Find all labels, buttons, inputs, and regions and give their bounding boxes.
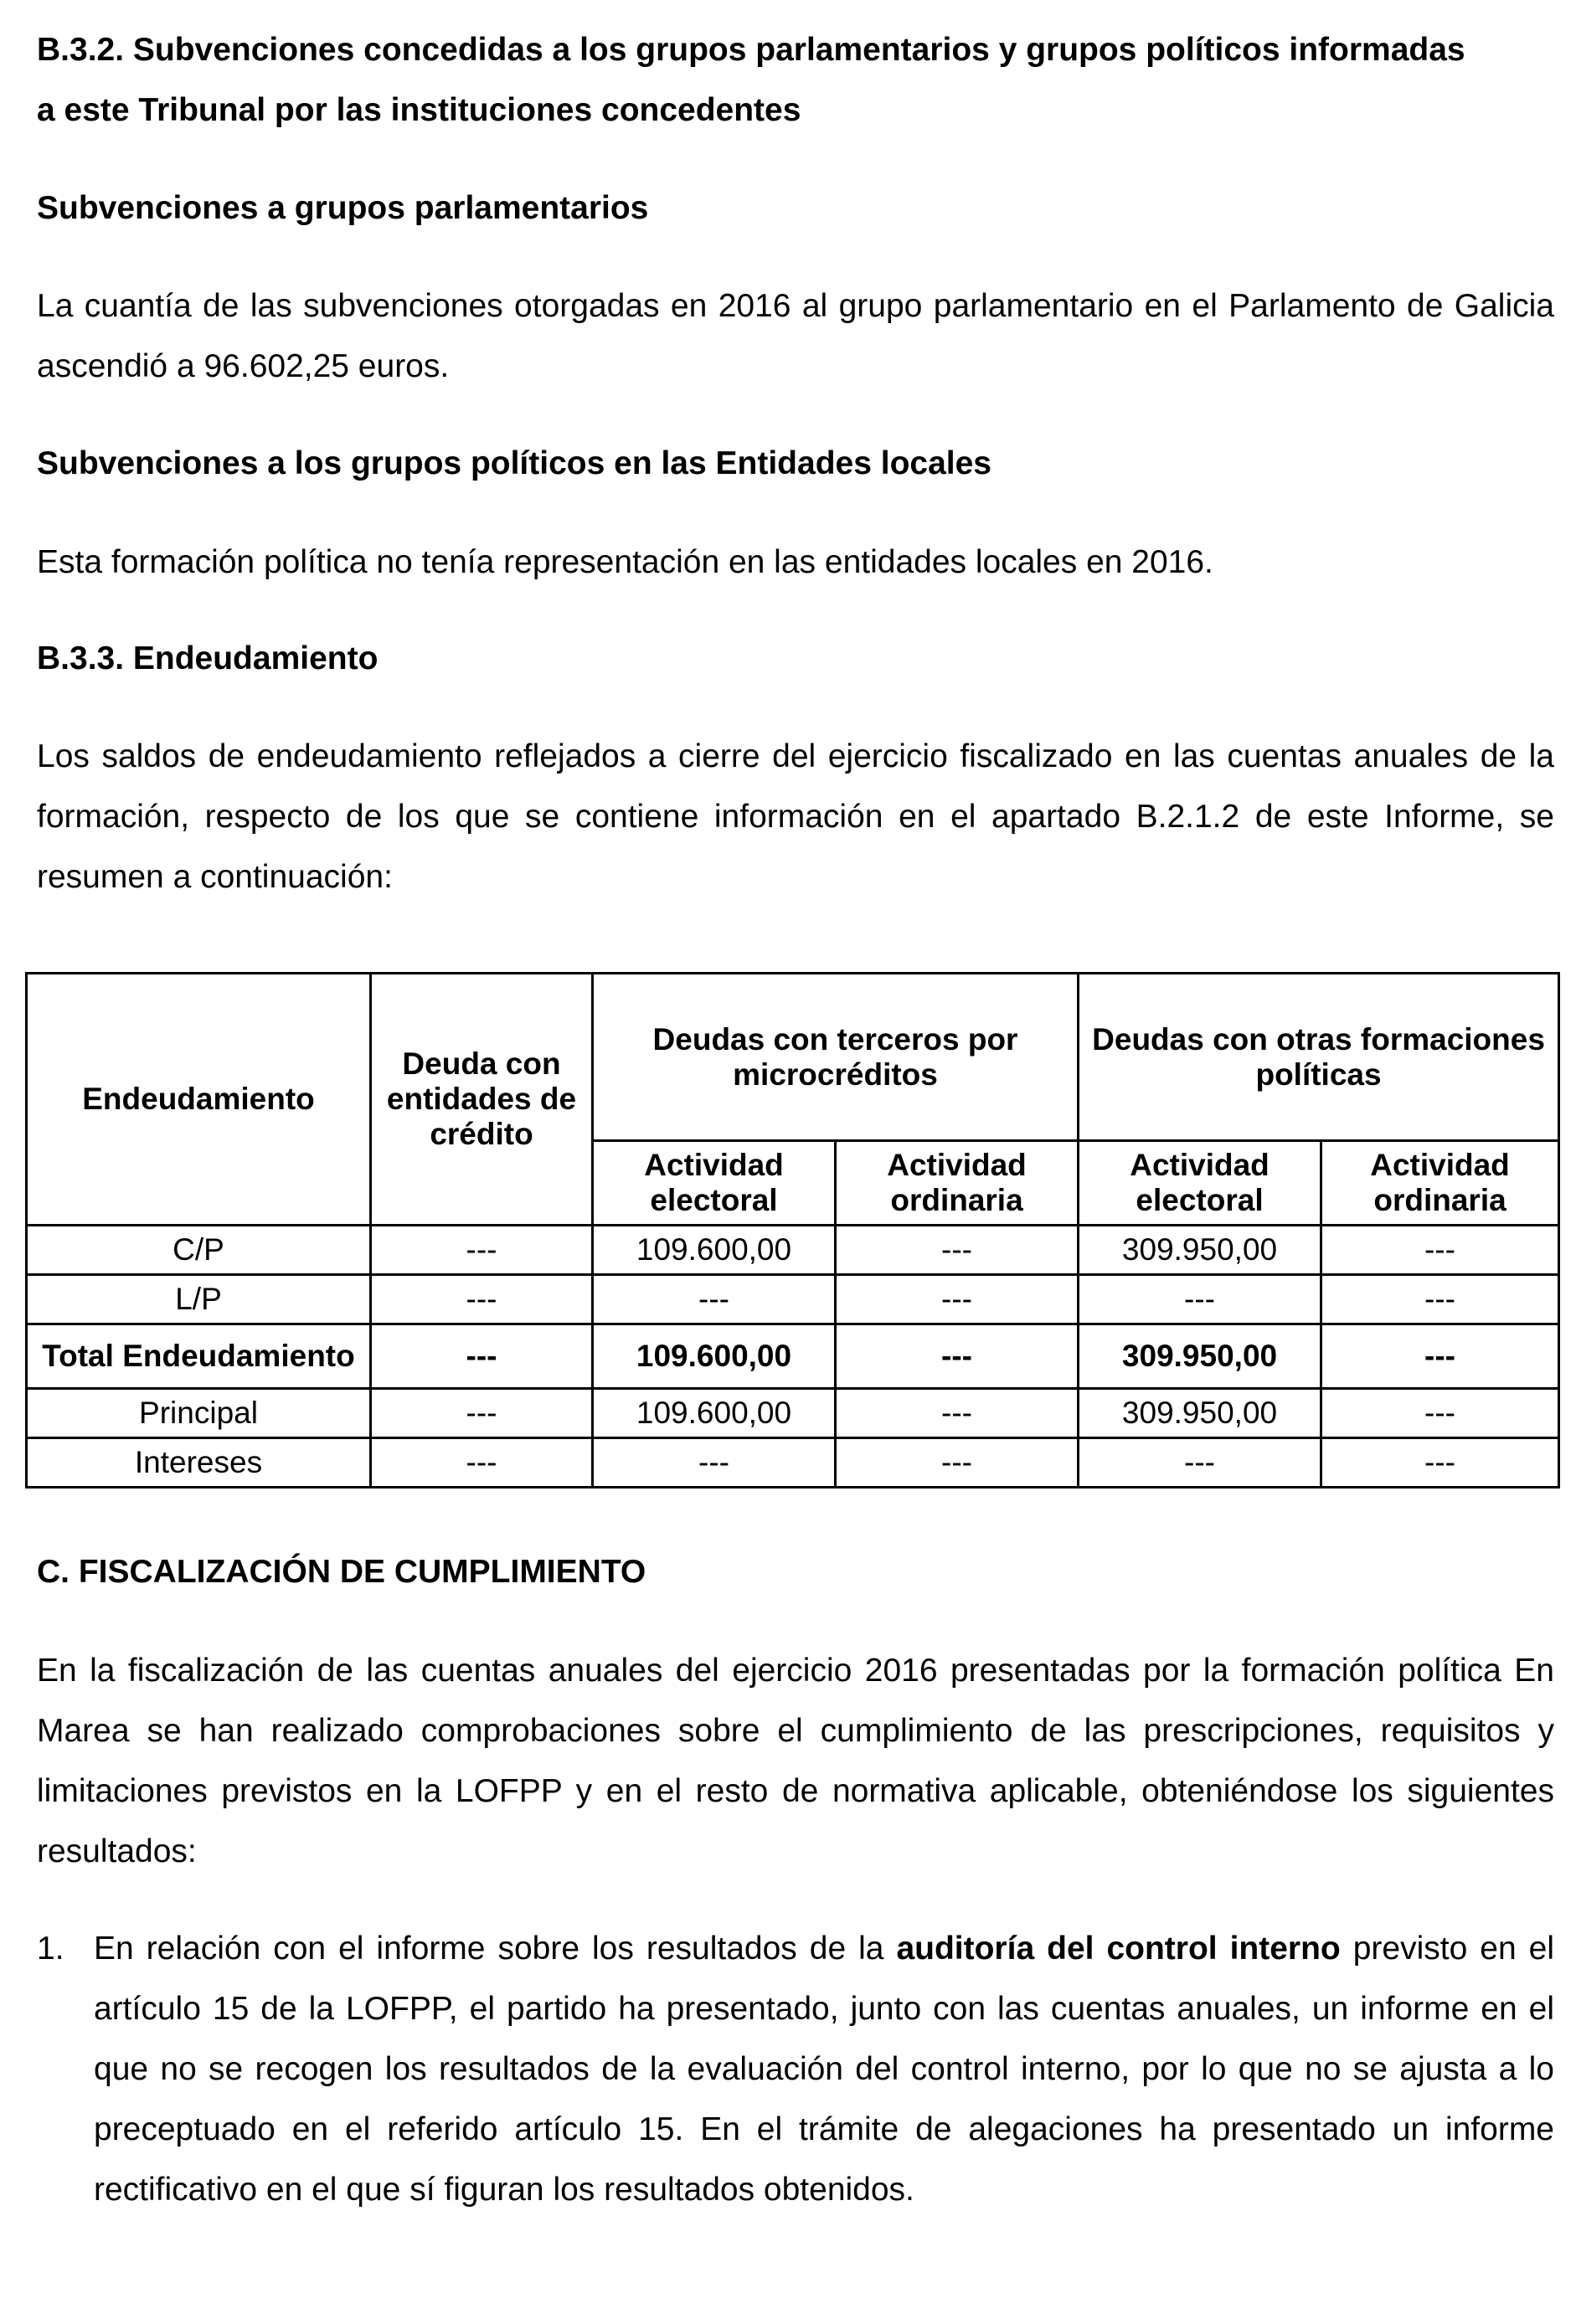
cell-otras-ordinaria: --- <box>1321 1438 1559 1488</box>
group-header-microcreditos: Deudas con terceros por microcréditos <box>593 974 1079 1141</box>
cell-credito: --- <box>371 1389 593 1438</box>
list-item <box>37 1919 1554 2220</box>
list-item-text-after: previsto en el artículo 15 de la LOFPP, el partido ha presentado, junto con las cuentas anuales, un informe en el que no se recogen los resultados de la evaluación del control interno, por lo que no se ajusta a lo preceptuado en el referido artículo 15. En el trámite de alegaciones ha presentado un informe rectificativo en el que sí figuran los resultados obtenidos. <box>94 1931 1554 2208</box>
cell-micro-electoral: 109.600,00 <box>593 1389 836 1438</box>
subheader-otras-electoral: Actividad electoral <box>1079 1141 1321 1226</box>
row-label: Principal <box>27 1389 371 1438</box>
cell-otras-ordinaria: --- <box>1321 1389 1559 1438</box>
row-label: Total Endeudamiento <box>27 1324 371 1389</box>
cell-otras-ordinaria: --- <box>1321 1226 1559 1275</box>
cell-credito: --- <box>371 1226 593 1275</box>
cell-otras-electoral: 309.950,00 <box>1079 1324 1321 1389</box>
section-b332-heading <box>37 20 1554 141</box>
cell-micro-ordinaria: --- <box>836 1438 1079 1488</box>
table-row <box>27 1275 1559 1324</box>
cell-credito: --- <box>371 1324 593 1389</box>
table-row <box>27 1226 1559 1275</box>
group-header-otras-formaciones: Deudas con otras formaciones políticas <box>1079 974 1559 1141</box>
cell-micro-electoral: 109.600,00 <box>593 1324 836 1389</box>
table-row <box>27 1438 1559 1488</box>
col-header-endeudamiento: Endeudamiento <box>27 974 371 1226</box>
cell-otras-electoral: 309.950,00 <box>1079 1389 1321 1438</box>
row-label: Intereses <box>27 1438 371 1488</box>
cell-micro-electoral: --- <box>593 1275 836 1324</box>
list-item-text-before: En relación con el informe sobre los resultados de la <box>94 1931 897 1967</box>
cell-micro-ordinaria: --- <box>836 1324 1079 1389</box>
parl-subsidies-paragraph: La cuantía de las subvenciones otorgadas en 2016 al grupo parlamentario en el Parlamento de Galicia ascendió a 96.602,25 euros. <box>37 288 1554 384</box>
col-header-deuda-credito: Deuda con entidades de crédito <box>371 974 593 1226</box>
parl-subsidies-heading: Subvenciones a grupos parlamentarios <box>37 190 649 226</box>
cell-micro-ordinaria: --- <box>836 1226 1079 1275</box>
list-item-text-bold: auditoría del control interno <box>896 1931 1341 1967</box>
list-item-text <box>94 1919 1554 2220</box>
list-item-number: 1. <box>37 1931 64 1967</box>
table-row <box>27 1389 1559 1438</box>
debt-table <box>25 972 1560 1488</box>
cell-otras-electoral: --- <box>1079 1438 1321 1488</box>
cell-micro-ordinaria: --- <box>836 1275 1079 1324</box>
cell-micro-electoral: --- <box>593 1438 836 1488</box>
section-b333-paragraph: Los saldos de endeudamiento reflejados a cierre del ejercicio fiscalizado en las cuentas anuales de la formación, respecto de los que se contiene información en el apartado B.2.1.2 de este Informe, se resumen a continuación: <box>37 738 1554 895</box>
cell-micro-electoral: 109.600,00 <box>593 1226 836 1275</box>
row-label: C/P <box>27 1226 371 1275</box>
section-b332-heading-line1: B.3.2. Subvenciones concedidas a los grupos parlamentarios y grupos políticos informadas <box>37 32 1465 68</box>
subheader-micro-electoral: Actividad electoral <box>593 1141 836 1226</box>
cell-otras-ordinaria: --- <box>1321 1275 1559 1324</box>
cell-micro-ordinaria: --- <box>836 1389 1079 1438</box>
cell-otras-electoral: 309.950,00 <box>1079 1226 1321 1275</box>
section-c-paragraph: En la fiscalización de las cuentas anuales del ejercicio 2016 presentadas por la formación política En Marea se han realizado comprobaciones sobre el cumplimiento de las prescripciones, requisitos y limitaciones previstos en la LOFPP y en el resto de normativa aplicable, obteniéndose los siguientes resultados: <box>37 1653 1554 1869</box>
section-c-heading: C. FISCALIZACIÓN DE CUMPLIMIENTO <box>37 1554 646 1590</box>
local-subsidies-paragraph: Esta formación política no tenía representación en las entidades locales en 2016. <box>37 544 1213 580</box>
table-row-total <box>27 1324 1559 1389</box>
section-b333-heading: B.3.3. Endeudamiento <box>37 640 379 676</box>
subheader-micro-ordinaria: Actividad ordinaria <box>836 1141 1079 1226</box>
subheader-otras-ordinaria: Actividad ordinaria <box>1321 1141 1559 1226</box>
table-header-row <box>27 974 1559 1141</box>
cell-credito: --- <box>371 1275 593 1324</box>
section-b332-heading-line2: a este Tribunal por las instituciones concedentes <box>37 92 801 128</box>
local-subsidies-heading: Subvenciones a los grupos políticos en las Entidades locales <box>37 445 991 481</box>
row-label: L/P <box>27 1275 371 1324</box>
cell-otras-electoral: --- <box>1079 1275 1321 1324</box>
cell-otras-ordinaria: --- <box>1321 1324 1559 1389</box>
cell-credito: --- <box>371 1438 593 1488</box>
